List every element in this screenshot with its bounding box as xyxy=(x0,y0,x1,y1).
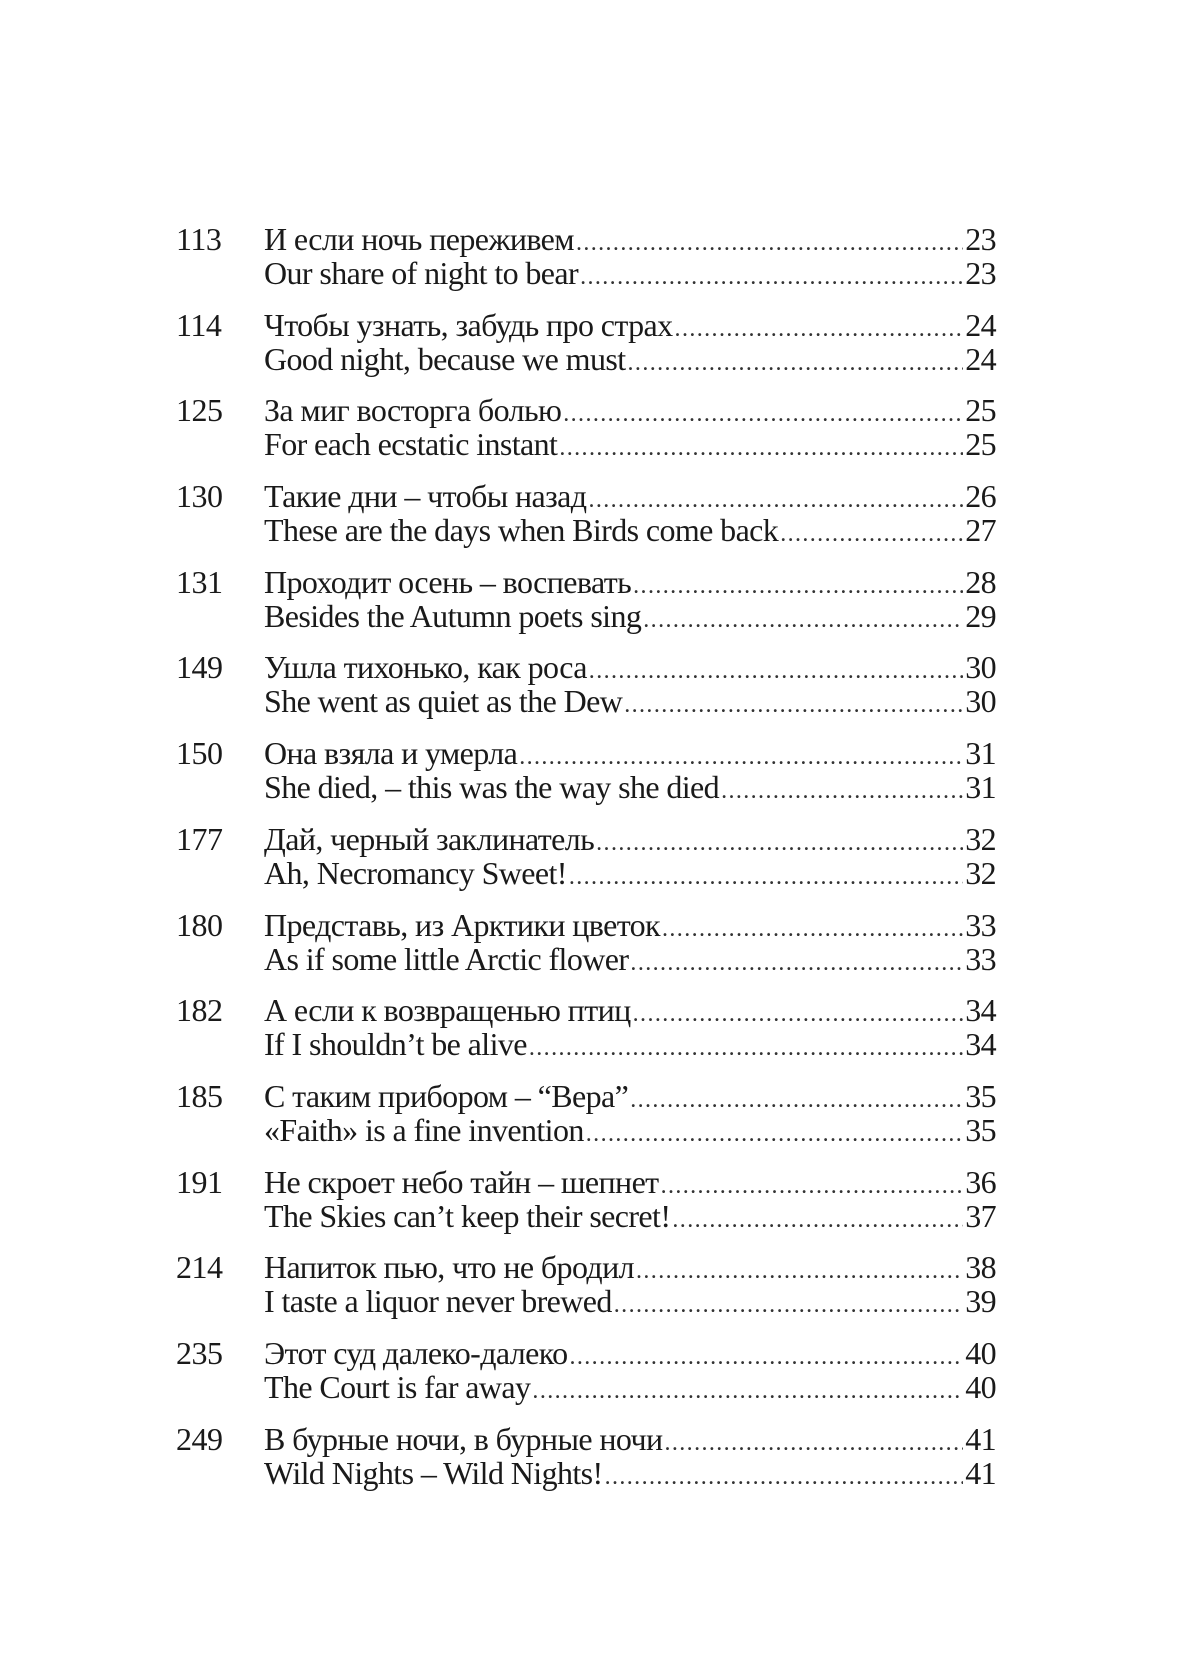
dot-leader xyxy=(628,346,964,381)
russian-page: 23 xyxy=(965,221,996,257)
russian-title: Представь, из Арктики цветок xyxy=(264,906,660,943)
english-title: Ah, Necromancy Sweet! xyxy=(264,854,567,891)
toc-entry xyxy=(176,1250,996,1336)
english-title-line xyxy=(264,342,996,377)
english-title-line xyxy=(264,770,996,805)
english-page: 33 xyxy=(965,940,996,977)
english-title: «Faith» is a fine invention xyxy=(264,1111,584,1148)
english-title-line xyxy=(264,1113,996,1148)
russian-title-line xyxy=(264,1336,996,1371)
russian-title: Такие дни – чтобы назад xyxy=(264,478,587,515)
russian-title: С таким прибором – “Вера” xyxy=(264,1077,629,1114)
english-title-line xyxy=(264,1199,996,1234)
toc-entry xyxy=(176,1336,996,1422)
russian-title: Дай, черный заклинатель xyxy=(264,820,595,857)
english-title: Besides the Autumn poets sing xyxy=(264,597,642,634)
russian-page: 24 xyxy=(965,306,996,343)
poem-number: 130 xyxy=(176,478,223,515)
dot-leader xyxy=(630,946,963,981)
poem-number: 149 xyxy=(176,649,223,686)
russian-title: В бурные ночи, в бурные ночи xyxy=(264,1420,663,1457)
english-title-line xyxy=(264,1027,996,1062)
english-title: Good night, because we must xyxy=(264,340,626,377)
russian-title-line xyxy=(264,1250,996,1285)
russian-title-line xyxy=(264,736,996,771)
poem-number: 114 xyxy=(176,306,222,343)
english-page: 39 xyxy=(965,1283,996,1320)
poem-number: 125 xyxy=(176,392,223,429)
english-title-line xyxy=(264,1284,996,1319)
russian-page: 38 xyxy=(965,1249,996,1286)
dot-leader xyxy=(721,774,963,809)
toc-entry xyxy=(176,479,996,565)
english-title: If I shouldn’t be alive xyxy=(264,1026,527,1063)
english-page: 32 xyxy=(965,854,996,891)
russian-title: Напиток пью, что не бродил xyxy=(264,1249,634,1286)
toc-entry xyxy=(176,993,996,1079)
english-title: She died, – this was the way she died xyxy=(264,769,720,806)
russian-title-line xyxy=(264,822,996,857)
english-title-line xyxy=(264,599,996,634)
poem-number: 182 xyxy=(176,992,223,1029)
toc-entry xyxy=(176,1165,996,1251)
english-title-line xyxy=(264,684,996,719)
table-of-contents xyxy=(176,222,996,1507)
russian-title-line xyxy=(264,650,996,685)
poem-number: 180 xyxy=(176,906,223,943)
english-page: 23 xyxy=(965,255,996,291)
russian-page: 26 xyxy=(965,478,996,515)
russian-title-line xyxy=(264,1165,996,1200)
russian-page: 32 xyxy=(965,820,996,857)
russian-page: 34 xyxy=(965,992,996,1029)
poem-number: 177 xyxy=(176,820,223,857)
toc-entry xyxy=(176,650,996,736)
russian-title: Ушла тихонько, как роса xyxy=(264,649,587,686)
russian-page: 28 xyxy=(965,563,996,600)
russian-title-line xyxy=(264,222,996,257)
poem-number: 113 xyxy=(176,221,222,257)
dot-leader xyxy=(780,517,963,552)
poem-number: 191 xyxy=(176,1163,223,1200)
russian-title: Проходит осень – воспевать xyxy=(264,563,632,600)
toc-entry xyxy=(176,393,996,479)
poem-number: 249 xyxy=(176,1420,223,1457)
english-title-line xyxy=(264,427,996,462)
toc-entry xyxy=(176,736,996,822)
english-page: 41 xyxy=(965,1454,996,1491)
toc-entry xyxy=(176,222,996,308)
english-page: 34 xyxy=(965,1026,996,1063)
poem-number: 150 xyxy=(176,735,223,772)
english-title: The Skies can’t keep their secret! xyxy=(264,1197,671,1234)
english-page: 31 xyxy=(965,769,996,806)
russian-title-line xyxy=(264,308,996,343)
toc-entry xyxy=(176,1079,996,1165)
dot-leader xyxy=(624,688,963,723)
toc-entry xyxy=(176,908,996,994)
english-page: 24 xyxy=(965,340,996,377)
dot-leader xyxy=(559,431,963,466)
dot-leader xyxy=(643,603,963,638)
russian-title-line xyxy=(264,908,996,943)
poem-number: 214 xyxy=(176,1249,223,1286)
dot-leader xyxy=(586,1117,963,1152)
poem-number: 185 xyxy=(176,1077,223,1114)
english-title-line xyxy=(264,856,996,891)
english-title-line xyxy=(264,942,996,977)
russian-title: А если к возвращенью птиц xyxy=(264,992,631,1029)
russian-page: 25 xyxy=(965,392,996,429)
dot-leader xyxy=(580,260,963,295)
toc-entry xyxy=(176,565,996,651)
english-title: The Court is far away xyxy=(264,1368,531,1405)
toc-entry xyxy=(176,822,996,908)
dot-leader xyxy=(529,1031,963,1066)
english-title: She went as quiet as the Dew xyxy=(264,683,623,720)
english-page: 40 xyxy=(965,1368,996,1405)
english-title-line xyxy=(264,1456,996,1491)
russian-page: 36 xyxy=(965,1163,996,1200)
russian-title-line xyxy=(264,1079,996,1114)
russian-title-line xyxy=(264,565,996,600)
english-title: Our share of night to bear xyxy=(264,255,579,291)
english-title: As if some little Arctic flower xyxy=(264,940,629,977)
toc-entry xyxy=(176,308,996,394)
dot-leader xyxy=(614,1288,963,1323)
english-page: 30 xyxy=(965,683,996,720)
english-page: 35 xyxy=(965,1111,996,1148)
russian-page: 30 xyxy=(965,649,996,686)
english-title-line xyxy=(264,256,996,291)
english-title: These are the days when Birds come back xyxy=(264,512,779,549)
russian-title-line xyxy=(264,1422,996,1457)
russian-title-line xyxy=(264,993,996,1028)
poem-number: 235 xyxy=(176,1334,223,1371)
russian-page: 40 xyxy=(965,1334,996,1371)
russian-title: Этот суд далеко-далеко xyxy=(264,1334,568,1371)
english-title: For each ecstatic instant xyxy=(264,426,558,463)
dot-leader xyxy=(569,860,963,895)
poem-number: 131 xyxy=(176,563,223,600)
russian-page: 31 xyxy=(965,735,996,772)
english-title: I taste a liquor never brewed xyxy=(264,1283,612,1320)
russian-title: Не скроет небо тайн – шепнет xyxy=(264,1163,659,1200)
english-title: Wild Nights – Wild Nights! xyxy=(264,1454,603,1491)
english-page: 25 xyxy=(965,426,996,463)
russian-page: 41 xyxy=(965,1420,996,1457)
russian-title: За миг восторга болью xyxy=(264,392,562,429)
dot-leader xyxy=(672,1203,963,1238)
english-page: 37 xyxy=(965,1197,996,1234)
russian-page: 35 xyxy=(965,1077,996,1114)
russian-title-line xyxy=(264,393,996,428)
english-page: 27 xyxy=(965,512,996,549)
russian-title: И если ночь переживем xyxy=(264,221,574,257)
russian-page: 33 xyxy=(965,906,996,943)
toc-entry xyxy=(176,1422,996,1508)
russian-title-line xyxy=(264,479,996,514)
russian-title: Она взяла и умерла xyxy=(264,735,518,772)
english-title-line xyxy=(264,1370,996,1405)
english-page: 29 xyxy=(965,597,996,634)
russian-title: Чтобы узнать, забудь про страх xyxy=(264,306,673,343)
dot-leader xyxy=(605,1460,964,1495)
english-title-line xyxy=(264,513,996,548)
dot-leader xyxy=(532,1374,963,1409)
